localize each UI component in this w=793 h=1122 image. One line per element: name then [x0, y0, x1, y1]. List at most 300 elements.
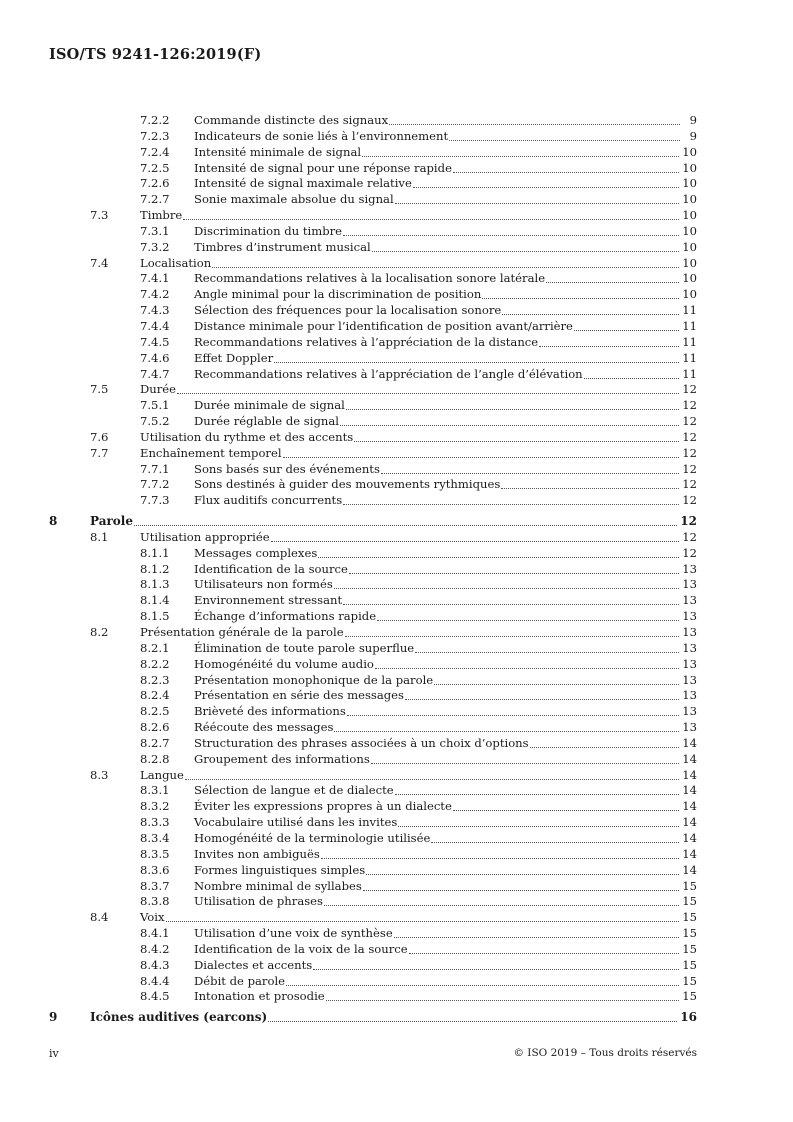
toc-entry[interactable] — [49, 863, 697, 879]
toc-entry[interactable] — [49, 609, 697, 625]
toc-entry-number: 8.1.2 — [140, 561, 170, 576]
toc-entry[interactable] — [49, 625, 697, 641]
toc-entry-page: 10 — [682, 255, 697, 270]
toc-entry-number: 8.3.1 — [140, 783, 170, 798]
toc-entry-number: 8.3.8 — [140, 894, 170, 909]
toc-entry-title[interactable]: Icônes auditives (earcons) — [90, 1010, 268, 1025]
toc-entry-number: 7.2.6 — [140, 176, 170, 191]
toc-entry[interactable] — [49, 926, 697, 942]
toc-entry[interactable] — [49, 974, 697, 990]
toc-entry-page: 13 — [682, 577, 697, 592]
toc-entry-title[interactable]: Environnement stressant — [194, 593, 343, 608]
toc-entry-line — [194, 398, 697, 414]
toc-entry-number: 7.4.3 — [140, 303, 170, 318]
toc-entry[interactable] — [49, 768, 697, 784]
toc-entry[interactable] — [49, 398, 697, 414]
toc-entry[interactable] — [49, 942, 697, 958]
dot-leader — [340, 414, 679, 426]
toc-entry-title[interactable]: Langue — [140, 767, 184, 782]
toc-entry[interactable] — [49, 736, 697, 752]
toc-entry-line — [194, 303, 697, 319]
toc-entry-page: 12 — [682, 398, 697, 413]
toc-entry-page: 14 — [682, 783, 697, 798]
toc-entry[interactable] — [49, 477, 697, 493]
dot-leader — [395, 783, 680, 795]
toc-entry-page: 11 — [682, 318, 697, 333]
toc-entry-line — [194, 926, 697, 942]
toc-entry-page: 15 — [682, 910, 697, 925]
toc-entry-number: 8.3.5 — [140, 846, 170, 861]
toc-entry-line — [194, 335, 697, 351]
toc-entry-title[interactable]: Intensité de signal maximale relative — [194, 176, 412, 191]
toc-entry-page: 10 — [682, 287, 697, 302]
toc-entry-line — [140, 910, 697, 926]
toc-entry-title[interactable]: Groupement des informations — [194, 751, 370, 766]
dot-leader — [377, 609, 679, 621]
toc-entry-page: 12 — [682, 414, 697, 429]
toc-entry[interactable] — [49, 367, 697, 383]
toc-entry-line — [194, 688, 697, 704]
toc-entry-line — [194, 942, 697, 958]
toc-entry[interactable] — [49, 657, 697, 673]
toc-entry[interactable] — [49, 430, 697, 446]
toc-entry[interactable] — [49, 113, 697, 129]
dot-leader — [434, 673, 679, 685]
toc-entry[interactable] — [49, 335, 697, 351]
toc-entry-title[interactable]: Effet Doppler — [194, 350, 274, 365]
dot-leader — [313, 958, 679, 970]
toc-entry-line — [194, 736, 697, 752]
dot-leader — [449, 129, 680, 141]
toc-entry-title[interactable]: Intensité de signal pour une réponse rapide — [194, 160, 452, 175]
dot-leader — [409, 942, 680, 954]
toc-entry[interactable] — [49, 414, 697, 430]
toc-entry-page: 13 — [682, 561, 697, 576]
toc-entry[interactable] — [49, 208, 697, 224]
toc-entry[interactable] — [49, 176, 697, 192]
toc-entry-title[interactable]: Utilisation de phrases — [194, 894, 323, 909]
toc-entry-title[interactable]: Dialectes et accents — [194, 957, 313, 972]
toc-entry-number: 8.4.3 — [140, 957, 170, 972]
toc-entry-title[interactable]: Timbres d’instrument musical — [194, 239, 371, 254]
dot-leader — [343, 593, 679, 605]
toc-entry-number: 7.7 — [90, 445, 109, 460]
dot-leader — [375, 657, 679, 669]
toc-entry[interactable] — [49, 910, 697, 926]
toc-entry[interactable] — [49, 799, 697, 815]
toc-entry[interactable] — [49, 989, 697, 1005]
dot-leader — [346, 398, 679, 410]
toc-entry[interactable] — [49, 351, 697, 367]
toc-entry-line — [194, 192, 697, 208]
dot-leader — [413, 176, 679, 188]
toc-entry-title[interactable]: Intensité minimale de signal — [194, 144, 362, 159]
toc-entry[interactable] — [49, 271, 697, 287]
toc-entry-line — [140, 208, 697, 224]
toc-entry-line — [194, 831, 697, 847]
toc-entry[interactable] — [49, 815, 697, 831]
dot-leader — [530, 736, 680, 748]
toc-entry-number: 8.2.7 — [140, 735, 170, 750]
toc-entry[interactable] — [49, 319, 697, 335]
page-number: iv — [49, 1047, 59, 1060]
toc-entry-title[interactable]: Sons basés sur des événements — [194, 461, 380, 476]
toc-entry-line — [194, 319, 697, 335]
toc-entry-title[interactable]: Homogénéité du volume audio — [194, 656, 374, 671]
toc-entry[interactable] — [49, 673, 697, 689]
toc-entry[interactable] — [49, 641, 697, 657]
toc-entry-title[interactable]: Débit de parole — [194, 973, 286, 988]
toc-entry-number: 8.2.8 — [140, 751, 170, 766]
toc-entry-number: 8.2.4 — [140, 688, 170, 703]
dot-leader — [362, 145, 679, 157]
toc-entry-line — [194, 287, 697, 303]
toc-entry-page: 14 — [682, 846, 697, 861]
toc-entry-number: 8.4.2 — [140, 941, 170, 956]
toc-entry-title[interactable]: Durée — [140, 382, 177, 397]
toc-entry-line — [194, 958, 697, 974]
toc-entry[interactable] — [49, 894, 697, 910]
toc-entry-title[interactable]: Structuration des phrases associées à un choix d’options — [194, 735, 529, 750]
toc-entry[interactable] — [49, 145, 697, 161]
toc-entry-page: 13 — [682, 656, 697, 671]
toc-entry[interactable] — [49, 546, 697, 562]
dot-leader — [177, 382, 679, 394]
toc-entry[interactable] — [49, 688, 697, 704]
toc-entry[interactable] — [49, 847, 697, 863]
toc-entry-page: 14 — [682, 767, 697, 782]
toc-entry-page: 14 — [682, 799, 697, 814]
toc-entry-page: 11 — [682, 334, 697, 349]
toc-entry-page: 12 — [682, 445, 697, 460]
toc-entry[interactable] — [49, 831, 697, 847]
toc-entry-page: 15 — [682, 973, 697, 988]
toc-entry-line — [194, 657, 697, 673]
toc-entry[interactable] — [49, 462, 697, 478]
toc-entry[interactable] — [49, 224, 697, 240]
toc-entry-page: 13 — [682, 672, 697, 687]
dot-leader — [283, 446, 680, 458]
toc-entry-title[interactable]: Utilisation du rythme et des accents — [140, 429, 354, 444]
dot-leader — [395, 192, 680, 204]
dot-leader — [286, 974, 679, 986]
toc-entry-line — [194, 414, 697, 430]
toc-entry[interactable] — [49, 752, 697, 768]
toc-entry-page: 12 — [682, 493, 697, 508]
toc-entry-page: 13 — [682, 688, 697, 703]
toc-entry-line — [194, 271, 697, 287]
toc-entry-line — [194, 641, 697, 657]
toc-entry-title[interactable]: Recommandations relatives à l’appréciation de l’angle d’élévation — [194, 366, 583, 381]
dot-leader — [166, 910, 680, 922]
dot-leader — [501, 477, 679, 489]
toc-entry-line — [194, 879, 697, 895]
toc-entry-title[interactable]: Utilisation appropriée — [140, 529, 270, 544]
dot-leader — [398, 815, 679, 827]
toc-entry-line — [194, 240, 697, 256]
toc-entry-title[interactable]: Homogénéité de la terminologie utilisée — [194, 830, 431, 845]
toc-entry[interactable] — [49, 446, 697, 462]
toc-entry-line — [194, 546, 697, 562]
dot-leader — [326, 989, 680, 1001]
toc-entry-title[interactable]: Messages complexes — [194, 545, 318, 560]
toc-entry-title[interactable]: Invites non ambiguës — [194, 846, 320, 861]
toc-entry-title[interactable]: Réécoute des messages — [194, 720, 334, 735]
toc-entry-page: 13 — [682, 704, 697, 719]
toc-entry-line — [194, 367, 697, 383]
dot-leader — [185, 768, 679, 780]
toc-entry-title[interactable]: Sélection des fréquences pour la localisation sonore — [194, 303, 502, 318]
dot-leader — [343, 224, 679, 236]
toc-entry-title[interactable]: Durée réglable de signal — [194, 414, 339, 429]
toc-entry-number: 7.4.4 — [140, 318, 170, 333]
toc-entry-line — [140, 625, 697, 641]
toc-entry-number: 7.3 — [90, 208, 109, 223]
toc-entry-number: 8.4 — [90, 910, 109, 925]
toc-entry[interactable] — [49, 287, 697, 303]
toc-entry-line — [194, 815, 697, 831]
toc-entry-page: 12 — [682, 461, 697, 476]
dot-leader — [347, 704, 679, 716]
toc-entry[interactable] — [49, 562, 697, 578]
toc-entry[interactable] — [49, 382, 697, 398]
toc-entry-title[interactable]: Échange d’informations rapide — [194, 609, 377, 624]
toc-entry-page: 9 — [689, 113, 697, 127]
toc-entry-title[interactable]: Distance minimale pour l’identification de position avant/arrière — [194, 318, 573, 333]
toc-entry-line — [194, 462, 697, 478]
toc-entry-title[interactable]: Présentation générale de la parole — [140, 625, 344, 639]
toc-entry-page: 11 — [682, 366, 697, 381]
toc-entry-title[interactable]: Recommandations relatives à la localisation sonore latérale — [194, 271, 546, 286]
toc-entry-number: 8.2.5 — [140, 704, 170, 719]
toc-entry-number: 8.2.3 — [140, 672, 170, 687]
toc-entry-title[interactable]: Éviter les expressions propres à un dialecte — [194, 799, 452, 814]
toc-entry-number: 7.6 — [90, 429, 109, 444]
toc-entry-number: 8.1.4 — [140, 593, 170, 608]
dot-leader — [134, 514, 677, 526]
toc-entry-line — [194, 562, 697, 578]
toc-entry-page: 15 — [682, 878, 697, 893]
dot-leader — [381, 462, 679, 474]
toc-entry-title[interactable]: Formes linguistiques simples — [194, 862, 366, 877]
toc-entry-page: 14 — [682, 862, 697, 877]
toc-entry-line — [194, 720, 697, 736]
toc-entry-page: 12 — [682, 477, 697, 492]
toc-entry[interactable] — [49, 303, 697, 319]
toc-entry-title[interactable]: Identification de la source — [194, 561, 348, 576]
dot-leader — [584, 367, 680, 379]
toc-entry-number: 7.4 — [90, 255, 109, 270]
toc-entry-page: 11 — [682, 350, 697, 365]
toc-entry-number: 7.2.5 — [140, 160, 170, 175]
toc-entry-title[interactable]: Voix — [140, 910, 165, 925]
toc-entry-title[interactable]: Recommandations relatives à l’appréciation de la distance — [194, 334, 539, 349]
toc-entry-line — [140, 768, 697, 784]
toc-entry-line — [140, 446, 697, 462]
toc-entry-number: 7.7.3 — [140, 493, 170, 508]
toc-entry-line — [194, 673, 697, 689]
dot-leader — [268, 1010, 677, 1022]
toc-entry-title[interactable]: Utilisation d’une voix de synthèse — [194, 926, 393, 941]
toc-entry-title[interactable]: Présentation monophonique de la parole — [194, 672, 434, 687]
dot-leader — [482, 287, 679, 299]
toc-entry-page: 16 — [680, 1010, 697, 1025]
toc-entry-title[interactable]: Intonation et prosodie — [194, 989, 325, 1004]
dot-leader — [363, 879, 679, 891]
toc-entry-page: 15 — [682, 941, 697, 956]
toc-entry-line — [194, 477, 697, 493]
toc-entry-number: 7.5.2 — [140, 414, 170, 429]
toc-entry[interactable] — [49, 958, 697, 974]
toc-entry-title[interactable]: Présentation en série des messages — [194, 688, 404, 703]
toc-entry-line — [90, 1010, 697, 1026]
toc-entry-page: 15 — [682, 989, 697, 1004]
toc-entry-title[interactable]: Sélection de langue et de dialecte — [194, 783, 394, 798]
dot-leader — [183, 208, 679, 220]
toc-entry-title[interactable]: Vocabulaire utilisé dans les invites — [194, 815, 398, 830]
toc-entry-number: 7.4.1 — [140, 271, 170, 286]
toc-entry[interactable] — [49, 1010, 697, 1026]
toc-entry-page: 12 — [680, 514, 697, 529]
toc-entry[interactable] — [49, 530, 697, 546]
toc-entry-line — [194, 351, 697, 367]
toc-entry-page: 14 — [682, 751, 697, 766]
toc-entry-title[interactable]: Localisation — [140, 255, 212, 270]
toc-entry[interactable] — [49, 129, 697, 145]
toc-entry-page: 10 — [682, 223, 697, 238]
toc-entry[interactable] — [49, 593, 697, 609]
toc-entry-page: 13 — [682, 625, 697, 639]
toc-entry-title[interactable]: Timbre — [140, 208, 183, 223]
toc-entry-title[interactable]: Sonie maximale absolue du signal — [194, 192, 394, 207]
toc-entry-number: 7.7.2 — [140, 477, 170, 492]
dot-leader — [334, 577, 679, 589]
toc-entry-number: 7.3.1 — [140, 223, 170, 238]
dot-leader — [345, 625, 680, 637]
dot-leader — [415, 641, 679, 653]
toc-entry[interactable] — [49, 514, 697, 530]
toc-entry-line — [194, 989, 697, 1005]
toc-entry-page: 13 — [682, 609, 697, 624]
toc-entry-title[interactable]: Indicateurs de sonie liés à l’environnement — [194, 128, 449, 143]
toc-entry-number: 7.5 — [90, 382, 109, 397]
toc-entry-number: 8.4.5 — [140, 989, 170, 1004]
toc-entry-number: 7.2.3 — [140, 128, 170, 143]
toc-entry-title[interactable]: Commande distincte des signaux — [194, 113, 389, 127]
toc-entry-title[interactable]: Flux auditifs concurrents — [194, 493, 343, 508]
toc-entry-number: 7.4.7 — [140, 366, 170, 381]
toc-entry-title[interactable]: Identification de la voix de la source — [194, 941, 408, 956]
dot-leader — [453, 799, 679, 811]
toc-entry-number: 8.2.2 — [140, 656, 170, 671]
toc-entry-line — [194, 894, 697, 910]
toc-entry-title[interactable]: Utilisateurs non formés — [194, 577, 333, 592]
toc-entry-page: 10 — [682, 208, 697, 223]
toc-entry[interactable] — [49, 704, 697, 720]
toc-entry-page: 13 — [682, 593, 697, 608]
toc-entry-line — [194, 593, 697, 609]
toc-entry-page: 9 — [689, 128, 697, 143]
toc-entry-page: 15 — [682, 926, 697, 941]
dot-leader — [212, 256, 679, 268]
toc-entry-line — [194, 863, 697, 879]
toc-entry-line — [194, 145, 697, 161]
toc-entry[interactable] — [49, 493, 697, 509]
toc-entry-title[interactable]: Durée minimale de signal — [194, 398, 345, 413]
toc-entry-number: 7.5.1 — [140, 398, 170, 413]
toc-entry-line — [194, 783, 697, 799]
toc-entry-title[interactable]: Enchaînement temporel — [140, 445, 282, 460]
toc-entry-title[interactable]: Élimination de toute parole superflue — [194, 640, 415, 655]
toc-entry-page: 10 — [682, 271, 697, 286]
toc-entry-title[interactable]: Nombre minimal de syllabes — [194, 878, 362, 893]
toc-entry-title[interactable]: Brièveté des informations — [194, 704, 346, 719]
dot-leader — [372, 240, 680, 252]
toc-entry-number: 7.2.7 — [140, 192, 170, 207]
toc-entry-line — [194, 609, 697, 625]
toc-entry[interactable] — [49, 720, 697, 736]
toc-entry[interactable] — [49, 256, 697, 272]
toc-entry-line — [194, 176, 697, 192]
dot-leader — [271, 530, 680, 542]
dot-leader — [274, 351, 679, 363]
toc-entry-number: 7.3.2 — [140, 239, 170, 254]
toc-entry-number: 8.1.3 — [140, 577, 170, 592]
toc-entry-page: 14 — [682, 815, 697, 830]
toc-entry[interactable] — [49, 161, 697, 177]
toc-entry-number: 7.7.1 — [140, 461, 170, 476]
toc-entry[interactable] — [49, 879, 697, 895]
toc-entry-number: 8.3.6 — [140, 862, 170, 877]
toc-entry-page: 10 — [682, 239, 697, 254]
toc-entry-number: 8.1.1 — [140, 545, 170, 560]
toc-entry-title[interactable]: Discrimination du timbre — [194, 223, 343, 238]
toc-entry-number: 8.3.2 — [140, 799, 170, 814]
toc-entry-page: 14 — [682, 830, 697, 845]
dot-leader — [321, 847, 679, 859]
copyright-notice: © ISO 2019 – Tous droits réservés — [513, 1047, 697, 1059]
dot-leader — [574, 319, 679, 331]
toc-entry-number: 8.4.4 — [140, 973, 170, 988]
toc-entry-page: 12 — [682, 529, 697, 544]
toc-entry-page: 13 — [682, 720, 697, 735]
toc-entry[interactable] — [49, 240, 697, 256]
toc-entry-line — [140, 430, 697, 446]
dot-leader — [354, 430, 679, 442]
toc-entry-number: 8.4.1 — [140, 926, 170, 941]
toc-entry-page: 15 — [682, 957, 697, 972]
toc-entry-title[interactable]: Sons destinés à guider des mouvements rythmiques — [194, 477, 501, 492]
toc-entry-line — [194, 224, 697, 240]
dot-leader — [371, 752, 679, 764]
toc-entry[interactable] — [49, 577, 697, 593]
dot-leader — [324, 894, 679, 906]
toc-entry-title[interactable]: Angle minimal pour la discrimination de position — [194, 287, 482, 302]
toc-entry-number: 8.2.1 — [140, 640, 170, 655]
dot-leader — [318, 546, 679, 558]
toc-entry-line — [140, 382, 697, 398]
toc-entry-page: 12 — [682, 545, 697, 560]
toc-entry-number: 8.3.4 — [140, 830, 170, 845]
toc-entry-number: 7.2.2 — [140, 113, 170, 127]
toc-entry[interactable] — [49, 192, 697, 208]
toc-entry-line — [194, 799, 697, 815]
toc-entry-number: 8.2.6 — [140, 720, 170, 735]
toc-entry-page: 10 — [682, 176, 697, 191]
document-identifier: ISO/TS 9241-126:2019(F) — [49, 46, 262, 63]
toc-entry[interactable] — [49, 783, 697, 799]
toc-entry-title[interactable]: Parole — [90, 514, 133, 529]
